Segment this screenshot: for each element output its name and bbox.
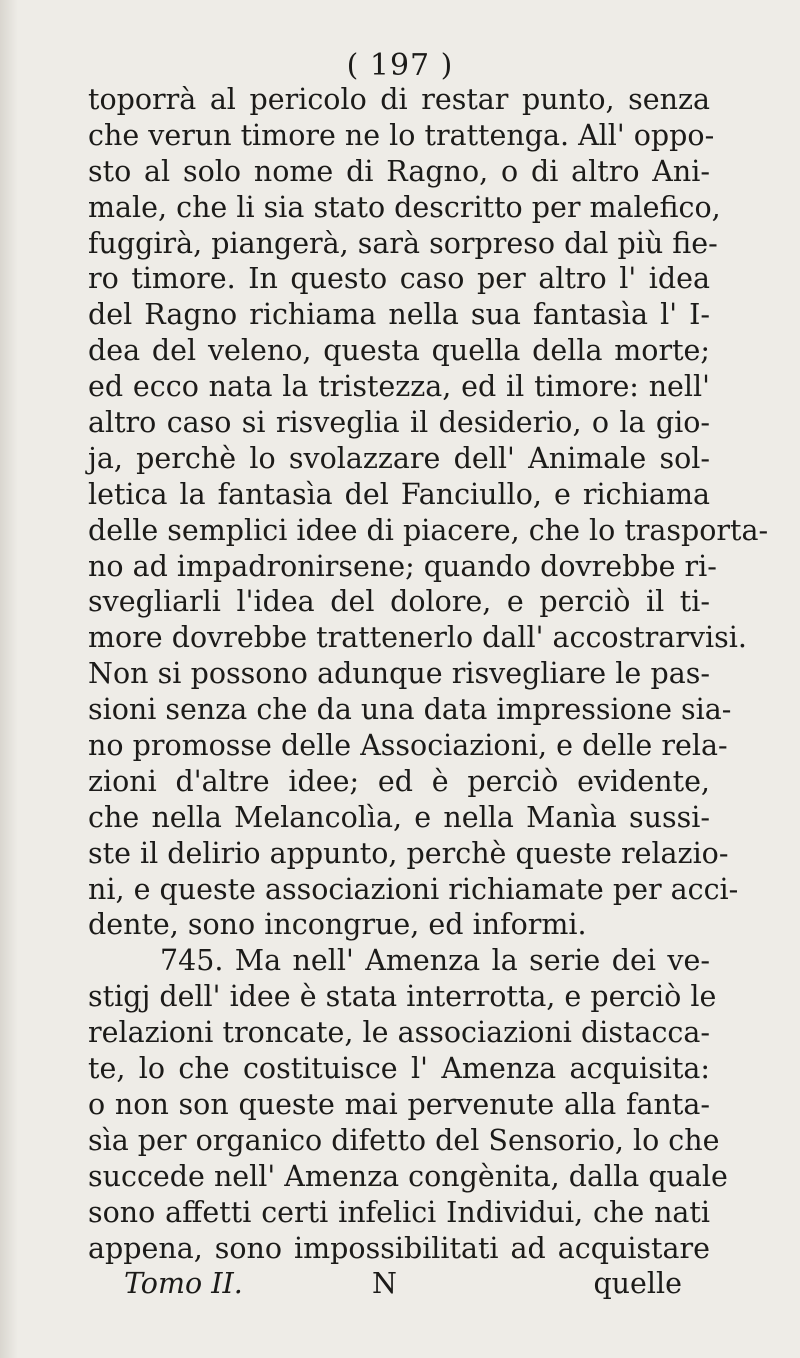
text-line: ja, perchè lo svolazzare dell' Animale sol- [88,441,710,475]
text-line: o non son queste mai pervenute alla fanta- [88,1087,710,1121]
text-line: ed ecco nata la tristezza, ed il timore: nell' [88,370,710,404]
text-line: ni, e queste associazioni richiamate per acci- [88,872,739,906]
text-line: che verun timore ne lo trattenga. All' oppo- [88,118,715,152]
text-line: ro timore. In questo caso per altro l' idea [88,262,710,296]
text-line: sto al solo nome di Ragno, o di altro Ani- [88,154,710,188]
text-line: more dovrebbe trattenerlo dall' accostrarvisi. [88,621,747,655]
text-line: appena, sono impossibilitati ad acquistare [88,1231,710,1265]
text-line: male, che li sia stato descritto per malefico, [88,190,721,224]
page-edge-shadow [0,0,18,1358]
text-line: stigj dell' idee è stata interrotta, e perciò le [88,980,717,1014]
text-line: del Ragno richiama nella sua fantasìa l' I- [88,298,710,332]
text-line: svegliarli l'idea del dolore, e perciò il ti- [88,585,710,619]
text-line: che nella Melancolìa, e nella Manìa sussi- [88,800,710,834]
text-line: succede nell' Amenza congènita, dalla quale [88,1159,728,1193]
text-line: letica la fantasìa del Fanciullo, e richiama [88,477,710,511]
text-line: relazioni troncate, le associazioni distacca- [88,1016,710,1050]
text-line: no ad impadronirsene; quando dovrebbe ri- [88,549,717,583]
page-footer [124,1264,682,1304]
body-text [88,82,769,1266]
text-line: sìa per organico difetto del Sensorio, lo che [88,1123,720,1157]
text-line-paragraph-end: dente, sono incongrue, ed informi. [88,908,587,942]
text-line: no promosse delle Associazioni, e delle rela- [88,729,728,763]
text-line: toporrà al pericolo di restar punto, senza [88,83,710,116]
text-line: Non si possono adunque risvegliare le pas- [88,657,710,691]
text-line: altro caso si risveglia il desiderio, o la gio- [88,406,710,440]
text-line-section-start: 745. Ma nell' Amenza la serie dei ve- [160,944,710,978]
text-line: sono affetti certi infelici Individui, che nati [88,1195,710,1229]
text-line: delle semplici idee di piacere, che lo trasporta- [88,513,769,547]
text-line: ste il delirio appunto, perchè queste relazio- [88,836,729,870]
text-line: fuggirà, piangerà, sarà sorpreso dal più fie- [88,226,718,260]
text-line: sioni senza che da una data impressione sia- [88,693,732,727]
text-line: dea del veleno, questa quella della morte; [88,334,710,368]
page-number: ( 197 ) [346,48,454,83]
text-line: te, lo che costituisce l' Amenza acquisita: [88,1052,710,1086]
text-line: zioni d'altre idee; ed è perciò evidente, [88,764,710,798]
signature-mark: N [372,1267,397,1300]
volume-label: Tomo II. [124,1267,243,1300]
catchword: quelle [593,1267,682,1300]
